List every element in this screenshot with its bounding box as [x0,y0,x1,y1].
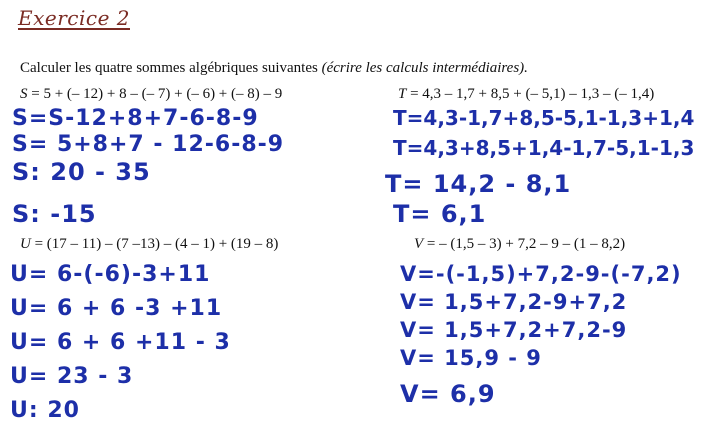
equation-v-var: V [414,236,424,252]
equation-u-expr: = (17 – 11) – (7 –13) – (4 – 1) + (19 – 8) [30,236,279,252]
u-step-4: U= 23 - 3 [10,364,134,389]
v-step-2: V= 1,5+7,2-9+7,2 [400,290,628,314]
equation-v [414,236,625,253]
s-step-3: S: 20 - 35 [12,158,151,186]
t-step-2: T=4,3+8,5+1,4-1,7-5,1-1,3 [393,136,695,160]
s-step-1: S=S-12+8+7-6-8-9 [12,106,259,131]
v-step-5: V= 6,9 [400,380,496,408]
instruction-main: Calculer les quatre sommes algébriques suivantes [20,60,322,76]
exercise-title: Exercice 2 [18,6,130,30]
equation-t-var: T [398,86,407,102]
u-step-5: U: 20 [10,398,80,423]
equation-s [20,86,282,103]
u-step-3: U= 6 + 6 +11 - 3 [10,330,231,355]
equation-u [20,236,278,253]
t-step-1: T=4,3-1,7+8,5-5,1-1,3+1,4 [393,106,695,130]
t-step-4: T= 6,1 [393,200,487,228]
s-step-2: S= 5+8+7 - 12-6-8-9 [12,132,285,157]
equation-v-expr: = – (1,5 – 3) + 7,2 – 9 – (1 – 8,2) [423,236,626,252]
instruction-italic: (écrire les calculs intermédiaires). [321,60,528,76]
equation-u-var: U [20,236,31,252]
u-step-2: U= 6 + 6 -3 +11 [10,296,223,321]
s-step-4: S: -15 [12,200,97,228]
instruction-text [20,60,528,77]
v-step-4: V= 15,9 - 9 [400,346,542,370]
u-step-1: U= 6-(-6)-3+11 [10,262,211,287]
equation-s-var: S [20,86,28,102]
equation-t [398,86,654,103]
equation-s-expr: = 5 + (– 12) + 8 – (– 7) + (– 6) + (– 8) – 9 [27,86,283,102]
t-step-3: T= 14,2 - 8,1 [385,170,572,198]
equation-t-expr: = 4,3 – 1,7 + 8,5 + (– 5,1) – 1,3 – (– 1,4) [406,86,655,102]
v-step-3: V= 1,5+7,2+7,2-9 [400,318,628,342]
v-step-1: V=-(-1,5)+7,2-9-(-7,2) [400,262,682,286]
